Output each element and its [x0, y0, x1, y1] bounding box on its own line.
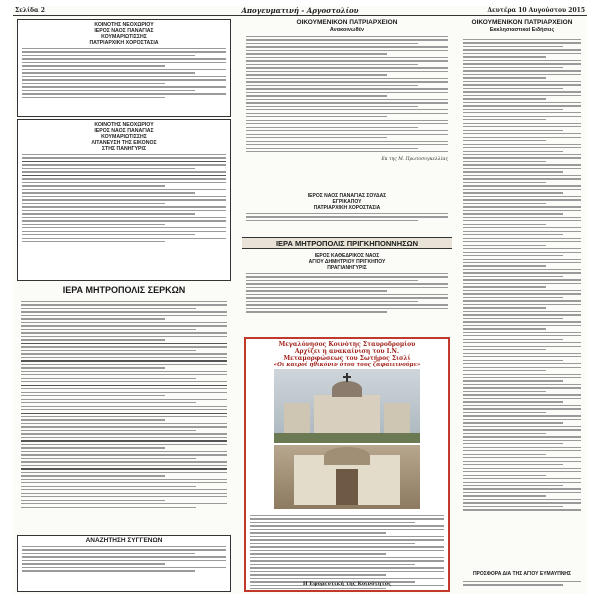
relatives-search-body — [18, 544, 230, 576]
offering-title: ΠΡΟΣΦΟΡΑ ΔΙΑ ΤΗΣ ΑΓΙΟΥ ΕΥΜΑΥΠΝΗΣ — [472, 571, 572, 577]
column-right — [459, 19, 585, 592]
newspaper-page — [13, 6, 587, 594]
column-left — [15, 19, 235, 592]
serres-article-body — [17, 299, 231, 531]
column-middle — [242, 19, 452, 592]
patriarchate-signature: Εκ της Μ. Πρωτοσυγκελλίας — [381, 157, 448, 163]
campaign-subheadline: «Οι καιροί ηθικόνιν ότου τους ζαφαιεινούμε» — [273, 362, 421, 368]
relatives-search-box — [17, 535, 231, 592]
patriarchate-announcement — [242, 19, 452, 189]
church-news-body — [459, 37, 585, 569]
newspaper-name: Απογευματινή - Αργοστολίου — [241, 6, 359, 15]
section-title-serres: ΙΕΡΑ ΜΗΤΡΟΠΟΛΙΣ ΣΕΡΚΩΝ — [62, 285, 186, 295]
church-news-title: ΟΙΚΟΥΜΕΝΙΚΟΝ ΠΑΤΡΙΑΡΧΕΙΟΝ Εκκλησιαστικαί Ειδήσεις — [471, 19, 573, 33]
announcement-2-title: ΚΟΙΝΟΤΗΣ ΝΕΟΧΩΡΙΟΥ ΙΕΡΟΣ ΝΑΟΣ ΠΑΝΑΓΙΑΣ ΚΟΥΜΑΡΙΩΤΙΣΣΗΣ ΛΙΤΑΝΕΥΣΗ ΤΗΣ ΕΙΚΟΝΟΣ ΣΤΗΣ ΠΑΝΗΓΥΡΙΣ — [91, 122, 157, 152]
patriarchate-body — [242, 34, 452, 156]
soudas-body — [242, 211, 452, 225]
announcement-box-1 — [17, 19, 231, 117]
soudas-title: ΙΕΡΟΣ ΝΑΟΣ ΠΑΝΑΓΙΑΣ ΣΟΥΔΑΣ ΕΓΡΙΚΑΠΟΥ ΠΑΤΡΙΑΡΧΙΚΗ ΧΟΡΟΣΤΑΣΙΑ — [307, 193, 387, 211]
announcement-1-body — [18, 46, 230, 102]
section-title-prinkiponnison: ΙΕΡΑ ΜΗΤΡΟΠΟΛΙΣ ΠΡΙΓΚΗΠΟΝΝΗΣΩΝ — [242, 237, 452, 249]
soudas-announcement — [242, 193, 452, 233]
page-header — [13, 6, 587, 16]
prinkipos-article — [242, 253, 452, 331]
campaign-headline: Μεγαλόνησος Κοινότης Σταυροδρομίου Αρχίζει η ανακαίνιση του Ι.Ν. Μεταμορφώσεως του Σωτήρος Σισλί — [278, 341, 416, 362]
announcement-1-title: ΚΟΙΝΟΤΗΣ ΝΕΟΧΩΡΙΟΥ ΙΕΡΟΣ ΝΑΟΣ ΠΑΝΑΓΙΑΣ ΚΟΥΜΑΡΙΩΤΙΣΣΗΣ ΠΑΤΡΙΑΡΧΙΚΗ ΧΟΡΟΣΤΑΣΙΑ — [89, 22, 159, 46]
prinkipos-subtitle: ΙΕΡΟΣ ΚΑΘΕΔΡΙΚΟΣ ΝΑΟΣ ΑΓΙΟΥ ΔΗΜΗΤΡΙΟΥ ΠΡΙΓΚΗΠΟΥ ΠΡΑΓΙΑΝΗΓΥΡΙΣ — [308, 253, 386, 271]
announcement-2-body — [18, 152, 230, 247]
issue-date: Δευτέρα 10 Αυγούστου 2015 — [487, 7, 585, 14]
campaign-signature: Η Εφορευτική της Κοινότητος — [302, 581, 392, 587]
offering-body — [459, 579, 585, 593]
relatives-search-title: ΑΝΑΖΗΤΗΣΗ ΣΥΓΓΕΝΩΝ — [85, 537, 163, 544]
page-number: Σελίδα 2 — [15, 7, 45, 14]
renovation-campaign-box — [244, 337, 450, 592]
church-photo — [274, 369, 420, 443]
prinkipos-body — [242, 271, 452, 317]
announcement-box-2 — [17, 119, 231, 281]
patriarchate-title: ΟΙΚΟΥΜΕΝΙΚΟΝ ΠΑΤΡΙΑΡΧΕΙΟΝ Ανακοινωθέν — [296, 19, 398, 33]
church-interior-photo — [274, 445, 420, 509]
